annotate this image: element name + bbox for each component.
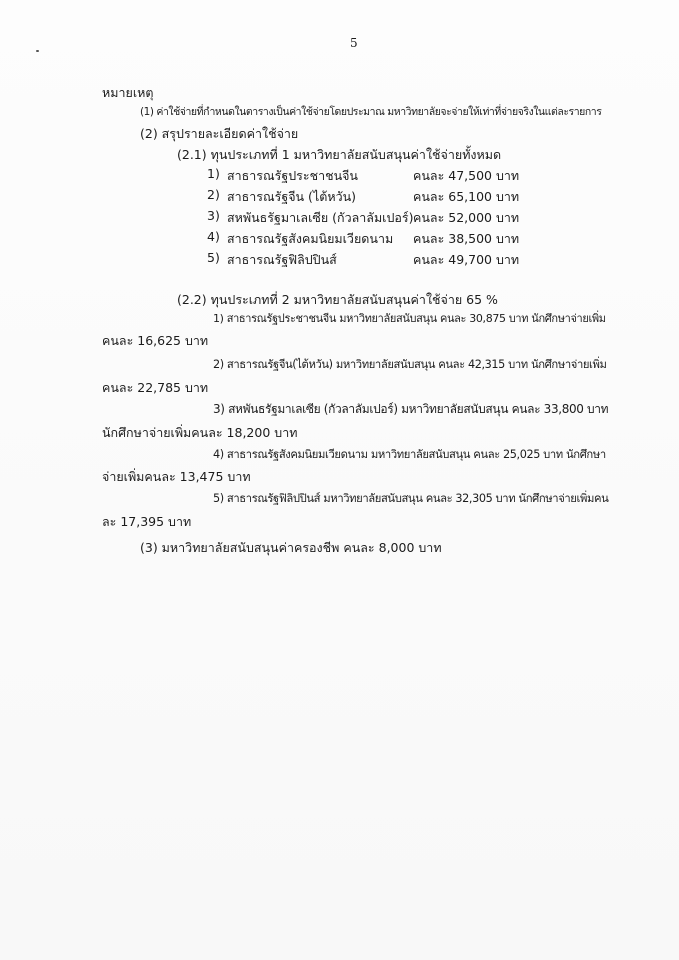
type2-heading: (2.2) ทุนประเภทที่ 2 มหาวิทยาลัยสนับสนุนค่าใช้จ่าย 65 % [177,292,498,307]
note-1: (1) ค่าใช้จ่ายที่กำหนดในตารางเป็นค่าใช้จ่ายโดยประมาณ มหาวิทยาลัยจะจ่ายให้เท่าที่จ่ายจริงในแต่ละรายการ [140,106,602,118]
type1-row-num: 5) [207,250,220,265]
type2-item-line2: ละ 17,395 บาท [102,514,192,529]
type1-row-amount: คนละ 38,500 บาท [413,231,520,246]
type1-row-country: สาธารณรัฐสังคมนิยมเวียดนาม [227,231,394,246]
type1-row-num: 1) [207,166,220,181]
note-3: (3) มหาวิทยาลัยสนับสนุนค่าครองชีพ คนละ 8,000 บาท [140,540,442,555]
scan-speck [36,50,39,52]
type1-row-country: สาธารณรัฐประชาชนจีน [227,168,358,183]
type2-item-line2: นักศึกษาจ่ายเพิ่มคนละ 18,200 บาท [102,425,298,440]
type2-item-line1: 3) สหพันธรัฐมาเลเซีย (กัวลาลัมเปอร์) มหาวิทยาลัยสนับสนุน คนละ 33,800 บาท [213,402,609,416]
type2-item-line2: คนละ 22,785 บาท [102,380,209,395]
type1-row-country: สหพันธรัฐมาเลเซีย (กัวลาลัมเปอร์) [227,210,414,225]
type1-row-num: 4) [207,229,220,244]
type2-item-line1: 2) สาธารณรัฐจีน(ไต้หวัน) มหาวิทยาลัยสนับสนุน คนละ 42,315 บาท นักศึกษาจ่ายเพิ่ม [213,358,607,371]
type1-row-amount: คนละ 52,000 บาท [413,210,520,225]
type1-heading: (2.1) ทุนประเภทที่ 1 มหาวิทยาลัยสนับสนุนค่าใช้จ่ายทั้งหมด [177,147,502,162]
type1-row-num: 2) [207,187,220,202]
notes-heading: หมายเหตุ [102,85,154,100]
type1-row-num: 3) [207,208,220,223]
type1-row-amount: คนละ 49,700 บาท [413,252,520,267]
type1-row-country: สาธารณรัฐฟิลิปปินส์ [227,252,337,267]
type1-row-country: สาธารณรัฐจีน (ไต้หวัน) [227,189,357,204]
note-2: (2) สรุปรายละเอียดค่าใช้จ่าย [140,126,299,141]
type2-item-line2: คนละ 16,625 บาท [102,333,209,348]
type1-row-amount: คนละ 65,100 บาท [413,189,520,204]
type2-item-line1: 5) สาธารณรัฐฟิลิปปินส์ มหาวิทยาลัยสนับสนุน คนละ 32,305 บาท นักศึกษาจ่ายเพิ่มคน [213,492,609,505]
type2-item-line1: 4) สาธารณรัฐสังคมนิยมเวียดนาม มหาวิทยาลัยสนับสนุน คนละ 25,025 บาท นักศึกษา [213,448,606,461]
type2-item-line2: จ่ายเพิ่มคนละ 13,475 บาท [102,469,251,484]
page-number: 5 [350,36,358,50]
type1-row-amount: คนละ 47,500 บาท [413,168,520,183]
type2-item-line1: 1) สาธารณรัฐประชาชนจีน มหาวิทยาลัยสนับสนุน คนละ 30,875 บาท นักศึกษาจ่ายเพิ่ม [213,312,606,325]
